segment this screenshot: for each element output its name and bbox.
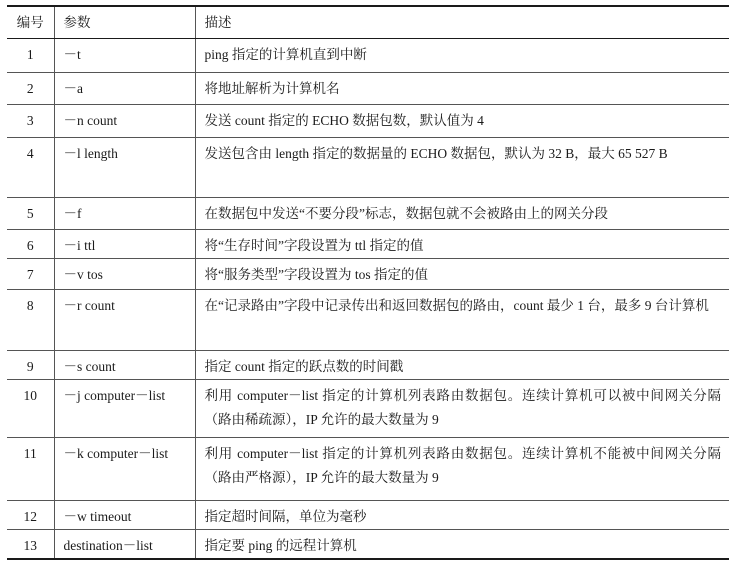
table-row [7,379,729,437]
row-desc: 将“服务类型”字段设置为 tos 指定的值 [195,258,729,289]
row-param: －k computer－list [54,437,195,500]
header-desc: 描述 [195,6,729,38]
row-num: 13 [7,529,54,559]
table-row [7,229,729,258]
row-desc: 指定超时间隔，单位为毫秒 [195,500,729,529]
table-row [7,437,729,500]
row-param: destination－list [54,529,195,559]
row-desc: 利用 computer－list 指定的计算机列表路由数据包。连续计算机可以被中间网关分隔（路由稀疏源），IP 允许的最大数量为 9 [195,379,729,437]
header-row [7,6,729,38]
table-header [7,6,729,38]
row-param: －v tos [54,258,195,289]
table-body [7,38,729,559]
table-row [7,197,729,229]
row-num: 11 [7,437,54,500]
row-desc: ping 指定的计算机直到中断 [195,38,729,72]
row-param: －n count [54,104,195,137]
row-desc: 指定 count 指定的跃点数的时间戳 [195,350,729,379]
row-desc: 将“生存时间”字段设置为 ttl 指定的值 [195,229,729,258]
row-num: 8 [7,289,54,350]
row-desc: 发送 count 指定的 ECHO 数据包数，默认值为 4 [195,104,729,137]
row-num: 1 [7,38,54,72]
header-num: 编号 [7,6,54,38]
row-param: －t [54,38,195,72]
row-num: 7 [7,258,54,289]
table-row [7,529,729,559]
row-desc: 在“记录路由”字段中记录传出和返回数据包的路由，count 最少 1 台，最多 9 台计算机 [195,289,729,350]
row-num: 5 [7,197,54,229]
row-param: －s count [54,350,195,379]
row-num: 4 [7,137,54,197]
row-num: 6 [7,229,54,258]
row-param: －j computer－list [54,379,195,437]
table-row [7,104,729,137]
row-desc: 将地址解析为计算机名 [195,72,729,104]
row-num: 10 [7,379,54,437]
header-param: 参数 [54,6,195,38]
table-row [7,38,729,72]
row-num: 3 [7,104,54,137]
row-num: 12 [7,500,54,529]
table-row [7,289,729,350]
row-desc: 指定要 ping 的远程计算机 [195,529,729,559]
row-param: －a [54,72,195,104]
row-num: 9 [7,350,54,379]
table-row [7,500,729,529]
row-desc: 在数据包中发送“不要分段”标志，数据包就不会被路由上的网关分段 [195,197,729,229]
table-row [7,72,729,104]
table-row [7,137,729,197]
table-row [7,258,729,289]
row-param: －r count [54,289,195,350]
row-param: －f [54,197,195,229]
table-row [7,350,729,379]
row-desc: 利用 computer－list 指定的计算机列表路由数据包。连续计算机不能被中间网关分隔（路由严格源），IP 允许的最大数量为 9 [195,437,729,500]
row-param: －i ttl [54,229,195,258]
ping-parameters-table [7,5,729,560]
row-param: －l length [54,137,195,197]
row-desc: 发送包含由 length 指定的数据量的 ECHO 数据包，默认为 32 B，最大 65 527 B [195,137,729,197]
row-param: －w timeout [54,500,195,529]
row-num: 2 [7,72,54,104]
